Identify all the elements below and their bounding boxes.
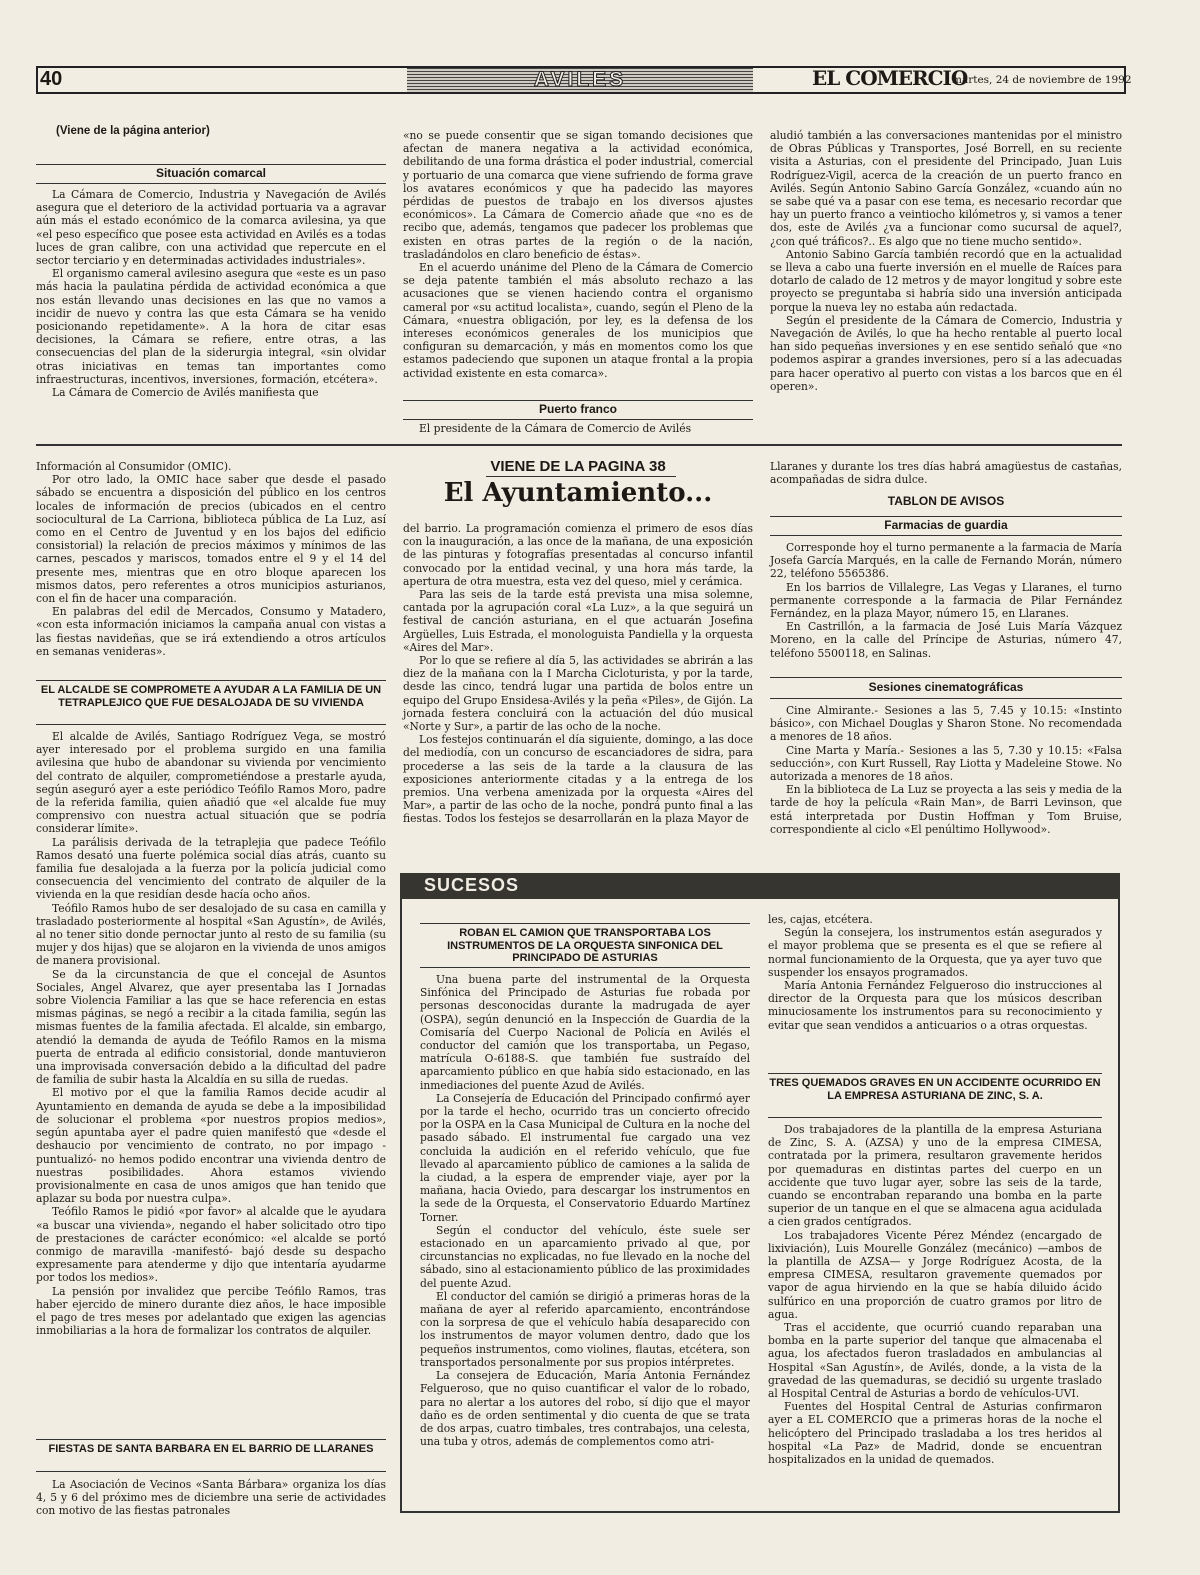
top-column-1: La Cámara de Comercio, Industria y Navegación de Avilés asegura que el deterioro de la actividad portuaria va a agravar aún más el estado económico de la comarca avilesina, ya que «el peso específico que posee esta actividad en Avilés es a todas luces de gran calibre, con una actividad que repercute en el sector terciario y en determinadas actividades industriales». El organismo cameral avilesino asegura que «este es un paso más hacia la paulatina pérdida de actividad económica a que nos están llevando unas decisiones en las que no vamos a incidir de nuevo y contra las que esta Cámara se ha venido posicionando repetidamente». A la hora de citar esas decisiones, la Cámara se refiere, entre otras, a las consecuencias del plan de la siderurgia integral, «sin olvidar otras iniciativas en temas tan importantes como infraestructuras, incentivos, inversiones, formación, etcétera». La Cámara de Comercio de Avilés manifiesta que (36, 188, 386, 400)
article-robo-continued: les, cajas, etcétera. Según la consejera, los instrumentos están asegurados y el mayor problema que se presenta es el que se refiere al normal funcionamiento de la Orquesta, que ya ayer tuvo que suspender los ensayos programados. María Antonia Fernández Felgueroso dio instrucciones al director de la Orquesta para que los músicos describan minuciosamente los instrumentos para su reconocimiento y evitar que sean vendidos a anticuarios o a otras orquestas. (768, 913, 1102, 1032)
article-quemados-body: Dos trabajadores de la plantilla de la empresa Asturiana de Zinc, S. A. (AZSA) y uno de la empresa CIMESA, contratada por la primera, resultaron gravemente heridos por quemaduras en distintas partes del cuerpo en un accidente que tuvo lugar ayer, sobre las seis de la tarde, cuando se encontraban reparando una bomba en la parte superior de un tanque en el que se almacena agua acidulada a cien grados centígrados. Los trabajadores Vicente Pérez Méndez (encargado de lixiviación), Luis Mourelle González (mecánico) —ambos de la plantilla de AZSA— y Jorge Rodríguez Acosta, de la empresa CIMESA, resultaron gravemente quemados por vapor de agua hirviendo en la que se había diluido ácido sulfúrico en una proporción de cuatro gramos por litro de agua. Tras el accidente, que ocurrió cuando reparaban una bomba en la parte superior del tanque que almacenaba el agua, los afectados fueron trasladados en ambulancias al Hospital «San Agustín», de Avilés, donde, a la vista de la gravedad de las quemaduras, se decidió su urgente traslado al Hospital Central de Asturias a bordo de vehículos-UVI. Fuentes del Hospital Central de Asturias confirmaron ayer a EL COMERCIO que a primeras horas de la noche el helicóptero del Principado trasladaba a los tres heridos al hospital «La Paz» de Madrid, donde se encuentran hospitalizados en la unidad de quemados. (768, 1123, 1102, 1467)
subhead-sesiones: Sesiones cinematográficas (868, 680, 1024, 694)
right-intro: Llaranes y durante los tres días habrá amagüestus de castañas, acompañadas de sidra dulce. (770, 460, 1122, 487)
top-column-2-tail: El presidente de la Cámara de Comercio de Avilés (419, 422, 692, 435)
headline-quemados: TRES QUEMADOS GRAVES EN UN ACCIDENTE OCURRIDO EN LA EMPRESA ASTURIANA DE ZINC, S. A. (769, 1077, 1101, 1102)
left-intro: Información al Consumidor (OMIC). Por otro lado, la OMIC hace saber que desde el pasado sábado se encuentra a disposición del público en los centros locales de información de precios (ubicados en el centro sociocultural de La Carriona, biblioteca pública de La Luz, así como en el Centro de Juventud y en los bajos del edificio consistorial) la relación de precios máximos y mínimos de las carnes, pescados y mariscos, tomados entre el 9 y el 14 del presente mes, mientras que en otro bloque aparecen los mismos datos, pero referentes a otros municipios asturianos, con el fin de hacer una comparación. En palabras del edil de Mercados, Consumo y Matadero, «con esta información iniciamos la campaña anual con vistas a las fiestas navideñas, que se irá extendiendo a otros artículos en semanas venideras». (36, 460, 386, 658)
section-title: AVILES (533, 68, 627, 91)
article-title: El Ayuntamiento... (443, 478, 713, 508)
cine-list: Cine Almirante.- Sesiones a las 5, 7.45 y 10.15: «Instinto básico», con Michael Douglas y Sharon Stone. No recomendada a menores de 18 años. Cine Marta y María.- Sesiones a las 5, 7.30 y 10.15: «Falsa seducción», con Kurt Russell, Ray Liotta y Madeleine Stowe. No autorizada a menores de 18 años. En la biblioteca de La Luz se proyecta a las seis y media de la tarde de hoy la película «Rain Man», de Barri Levinson, que está interpretada por Dustin Hoffman y Tom Bruise, correspondiente al ciclo «El penúltimo Hollywood». (770, 704, 1122, 836)
farmacias-list: Corresponde hoy el turno permanente a la farmacia de María Josefa García Marqués, en la calle de Fernando Morán, número 22, teléfono 5565386. En los barrios de Villalegre, Las Vegas y Llaranes, el turno permanente corresponde a la farmacia de Pilar Fernández Fernández, en la plaza Mayor, número 15, en Llaranes. En Castrillón, a la farmacia de José Luis María Vázquez Moreno, en la calle del Príncipe de Asturias, número 47, teléfono 5500118, en Salinas. (770, 541, 1122, 660)
masthead-logo: EL COMERCIO (812, 66, 968, 90)
headline-alcalde: EL ALCALDE SE COMPROMETE A AYUDAR A LA FAMILIA DE UN TETRAPLEJICO QUE FUE DESALOJADA DE SU VIVIENDA (40, 684, 382, 709)
sucesos-label: SUCESOS (424, 875, 520, 895)
headline-fiestas-santa-barbara: FIESTAS DE SANTA BARBARA EN EL BARRIO DE LLARANES (48, 1443, 374, 1455)
continued-note: (Viene de la página anterior) (56, 125, 210, 137)
headline-robo-camion: ROBAN EL CAMION QUE TRANSPORTABA LOS INSTRUMENTOS DE LA ORQUESTA SINFONICA DEL PRINCIPADO DE ASTURIAS (447, 927, 723, 964)
article-alcalde-body: El alcalde de Avilés, Santiago Rodríguez Vega, se mostró ayer interesado por el problema surgido en una familia avilesina que hubo de abandonar su vivienda por vencimiento del contrato de alquiler, comprometiéndose a prestarle ayuda, según aseguró ayer a este periódico Teófilo Ramos Moro, padre de la referida familia, quien añadió que «el alcalde fue muy comprensivo con nuestra actual situación que se podría considerar límite». La parálisis derivada de la tetraplejia que padece Teófilo Ramos desató una fuerte polémica social días atrás, cuanto su familia fue desalojada a la fuerza por la policía judicial como consecuencia del vencimiento del contrato de alquiler de la vivienda en la que residían desde hacía ocho años. Teófilo Ramos hubo de ser desalojado de su casa en camilla y trasladado posteriormente al hospital «San Agustín», de Avilés, al no tener sitio donde pernoctar junto al resto de su familia (su mujer y dos hijas) que se alojaron en la vivienda de unos amigos de manera provisional. Se da la circunstancia de que el concejal de Asuntos Sociales, Angel Alvarez, que ayer presentaba las I Jornadas sobre Violencia Familiar a las que se hace referencia en estas mismas páginas, se negó a recibir a la citada familia, según las mismas fuentes de la familia afectada. El alcalde, sin embargo, atendió la demanda de ayuda de Teófilo Ramos en la misma puerta de entrada al edificio consistorial, donde mantuvieron una improvisada conversación debido a la dificultad del padre de familia de subir hasta la Alcaldía en su silla de ruedas. El motivo por el que la familia Ramos decide acudir al Ayuntamiento en demanda de ayuda se debe a la imposibilidad de solucionar el problema «por nuestros propios medios», según apuntaba ayer el padre quien manifestó que «desde el deshaucio por vencimiento de contrato, no por impago -puntualizó- no hemos podido encontrar una vivienda dentro de nuestras posibilidades. Ahora estamos viviendo provisionalmente en casa de unos amigos que han tenido que aplazar su boda por nuestra culpa». Teófilo Ramos le pidió «por favor» al alcalde que le ayudara «a buscar una vivienda», negando el haber solicitado otro tipo de prestaciones de carácter económico: «el alcalde se portó conmigo de maravilla -manifestó- bajó desde su despacho expresamente para atenderme y dijo que intentaría ayudarme por todos los medios». La pensión por invalidez que percibe Teófilo Ramos, tras haber ejercido de minero durante diez años, le hace imposible el pago de tres meses por adelantado que exigen las agencias inmobiliarias a la hora de formalizar los contratos de alquiler. (36, 730, 386, 1338)
article-fiestas-body: La Asociación de Vecinos «Santa Bárbara» organiza los días 4, 5 y 6 del próximo mes de diciembre una serie de actividades con motivo de las fiestas patronales (36, 1478, 386, 1518)
page-number: 40 (40, 68, 63, 90)
subhead-puerto-franco: Puerto franco (538, 402, 617, 416)
top-column-3: aludió también a las conversaciones mantenidas por el ministro de Obras Públicas y Transportes, José Borrell, en su reciente visita a Asturias, con el presidente del Principado, Juan Luis Rodríguez-Vigil, acerca de la creación de un puerto franco en Avilés. Según Antonio Sabino García González, «cuando aún no se sabe qué va a pasar con ese tema, es necesario recordar que hay un puerto franco a veintiocho kilómetros y, si vamos a tener dos, este de Avilés ¿va a funcionar como sucursal de aquel?, ¿con qué tráficos?.. Es algo que no tiene mucho sentido». Antonio Sabino García también recordó que en la actualidad se lleva a cabo una fuerte inversión en el muelle de Raíces para dotarlo de calado de 12 metros y de mayor longitud y sobre este proyecto se preguntaba si habría sido una inversión anticipada porque la nueva ley no estaba aún redactada. Según el presidente de la Cámara de Comercio, Industria y Navegación de Avilés, lo que ha hecho rentable al puerto local han sido pequeñas inversiones y en ese sentido señaló que «no podemos aspirar a grandes inversiones, pero sí a las adecuadas para hacer operativo al puerto con vistas a los barcos que en él operen». (770, 129, 1122, 393)
issue-date: martes, 24 de noviembre de 1992 (952, 74, 1132, 86)
kicker: VIENE DE LA PAGINA 38 (490, 458, 666, 475)
article-robo-body: Una buena parte del instrumental de la Orquesta Sinfónica del Principado de Asturias fue robada por personas desconocidas durante la madrugada de ayer (OSPA), según denunció en la Inspección de Guardia de la Comisaría del Cuerpo Nacional de Policía en Avilés el conductor del camión que los transportaba, un Pegaso, matrícula O-6188-S. que también fue sustraído del aparcamiento público en que había sido estacionado, en las inmediaciones del puente Azud de Avilés. La Consejería de Educación del Principado confirmó ayer por la tarde el hecho, ocurrido tras un concierto ofrecido por la OSPA en la Casa Municipal de Cultura en la noche del pasado sábado. El instrumental fue cargado una vez concluida la audición en el referido vehículo, que fue llevado al aparcamiento público de camiones a la salida de la ciudad, a la espera de emprender viaje, ayer por la mañana, hacia Oviedo, para descargar los instrumentos en la sede de la Orquesta, el Conservatorio Eduardo Martínez Torner. Según el conductor del vehículo, éste suele ser estacionado en un aparcamiento privado al que, por circunstancias no explicadas, no fue llevado en la noche del sábado, sino al estacionamiento público de las proximidades del puente Azud. El conductor del camión se dirigió a primeras horas de la mañana de ayer al referido aparcamiento, encontrándose con la sorpresa de que el vehículo había desaparecido con los instrumentos de mayor volumen dentro, dado que los pequeños instrumentos, como violines, flautas, etcétera, son transportados personalmente por sus propios intérpretes. La consejera de Educación, María Antonia Fernández Felgueroso, que no quiso cuantificar el valor de lo robado, para no alertar a los autores del robo, sí dijo que el mayor daño es de orden sentimental y dio cuenta de que se trata de dos arpas, cuatro timbales, tres contrabajos, una celesta, una tuba y otros, además de complementos como atri- (420, 973, 750, 1449)
top-column-2: «no se puede consentir que se sigan tomando decisiones que afectan de manera negativa a la actividad económica, debilitando de una forma drástica el poder industrial, comercial y portuario de una comarca que viene sufriendo de forma grave los avatares económicos y que ha padecido las mayores pérdidas de puestos de trabajo en los diversos ajustes económicos». La Cámara de Comercio añade que «no es de recibo que, además, tengamos que padecer los problemas que existen en otras partes de la región o de la nación, trasladándolos en claro beneficio de éstas». En el acuerdo unánime del Pleno de la Cámara de Comercio se deja patente también el más absoluto rechazo a las acusaciones que se vienen haciendo contra el organismo cameral por «su actitud localista», cuando, según el Pleno de la Cámara, «nuestra obligación, por ley, es la defensa de los intereses económicos generales de los municipios que configuran su demarcación, y más en momentos como los que estamos padeciendo que suponen un ataque frontal a la propia actividad existente en esta comarca». (403, 129, 753, 380)
middle-column-body: del barrio. La programación comienza el primero de esos días con la inauguración, a las once de la mañana, de una exposición de las pinturas y fotografías presentadas al concurso infantil convocado por la entidad vecinal, y una hora más tarde, la apertura de otra muestra, esta vez del queso, miel y cerámica. Para las seis de la tarde está prevista una misa solemne, cantada por la agrupación coral «La Luz», a la que seguirá un festival de canción asturiana, en el que actuarán Josefina Argüelles, Luis Estrada, el monologuista Pandiella y la orquesta «Aires del Mar». Por lo que se refiere al día 5, las actividades se abrirán a las diez de la mañana con la I Marcha Cicloturista, y por la tarde, desde las cinco, tendrá lugar una partida de bolos entre un equipo del Grupo Ensidesa-Avilés y la peña «Piles», de Gijón. La jornada festera concluirá con la actuación del dúo musical «Norte y Sur», a partir de las ocho de la noche. Los festejos continuarán el día siguiente, domingo, a las doce del mediodía, con un concurso de escanciadores de sidra, para procederse a las seis de la tarde a la clausura de las exposiciones anteriormente citadas y a la entrega de los premios. Una verbena amenizada por la orquesta «Aires del Mar», a partir de las ocho de la noche, pondrá punto final a las fiestas. Todos los festejos se desarrollarán en la plaza Mayor de (403, 522, 753, 826)
subhead-farmacias: Farmacias de guardia (884, 518, 1008, 532)
tablon-de-avisos: TABLON DE AVISOS (887, 494, 1005, 508)
subhead-situacion: Situación comarcal (155, 166, 267, 180)
